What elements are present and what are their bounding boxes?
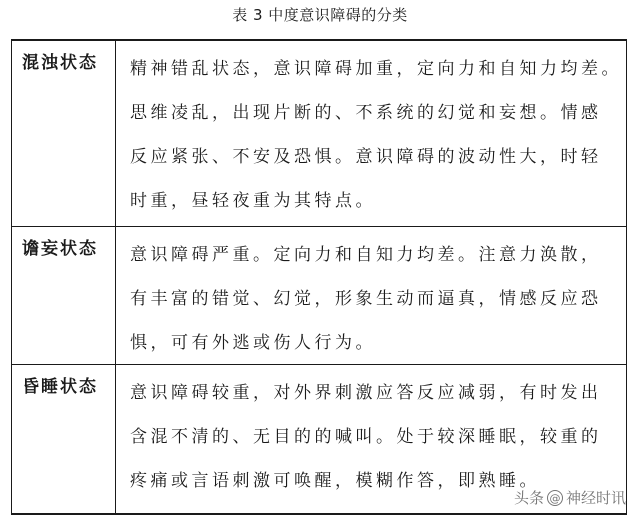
description-line: 疼痛或言语刺激可唤醒，模糊作答，即熟睡。 (130, 471, 540, 491)
description-line: 含混不清的、无目的的喊叫。处于较深睡眠，较重的 (130, 427, 602, 447)
row-label: 昏睡状态 (12, 365, 116, 513)
table-caption: 表 3 中度意识障碍的分类 (232, 6, 408, 24)
watermark-prefix: 头条 (513, 489, 544, 507)
watermark-name: 神经时讯 (565, 489, 626, 507)
classification-table (11, 39, 627, 515)
description-line: 思维凌乱，出现片断的、不系统的幻觉和妄想。情感 (130, 103, 602, 123)
description-line: 有丰富的错觉、幻觉，形象生动而逼真，情感反应恐 (130, 289, 602, 309)
row-label: 谵妄状态 (12, 227, 116, 364)
description-line: 意识障碍严重。定向力和自知力均差。注意力涣散， (130, 245, 602, 265)
description-line: 反应紧张、不安及恐惧。意识障碍的波动性大，时轻 (130, 147, 602, 167)
watermark (514, 487, 626, 508)
row-description (116, 41, 626, 226)
table-row (12, 41, 626, 227)
row-label: 混浊状态 (12, 41, 116, 226)
row-description (116, 227, 626, 364)
table-row (12, 227, 626, 365)
at-icon: @ (547, 490, 563, 506)
description-line: 惧，可有外逃或伤人行为。 (130, 333, 376, 353)
description-line: 意识障碍较重，对外界刺激应答反应减弱，有时发出 (130, 383, 602, 403)
description-line: 时重，昼轻夜重为其特点。 (130, 191, 376, 211)
description-line: 精神错乱状态，意识障碍加重，定向力和自知力均差。 (130, 59, 622, 79)
